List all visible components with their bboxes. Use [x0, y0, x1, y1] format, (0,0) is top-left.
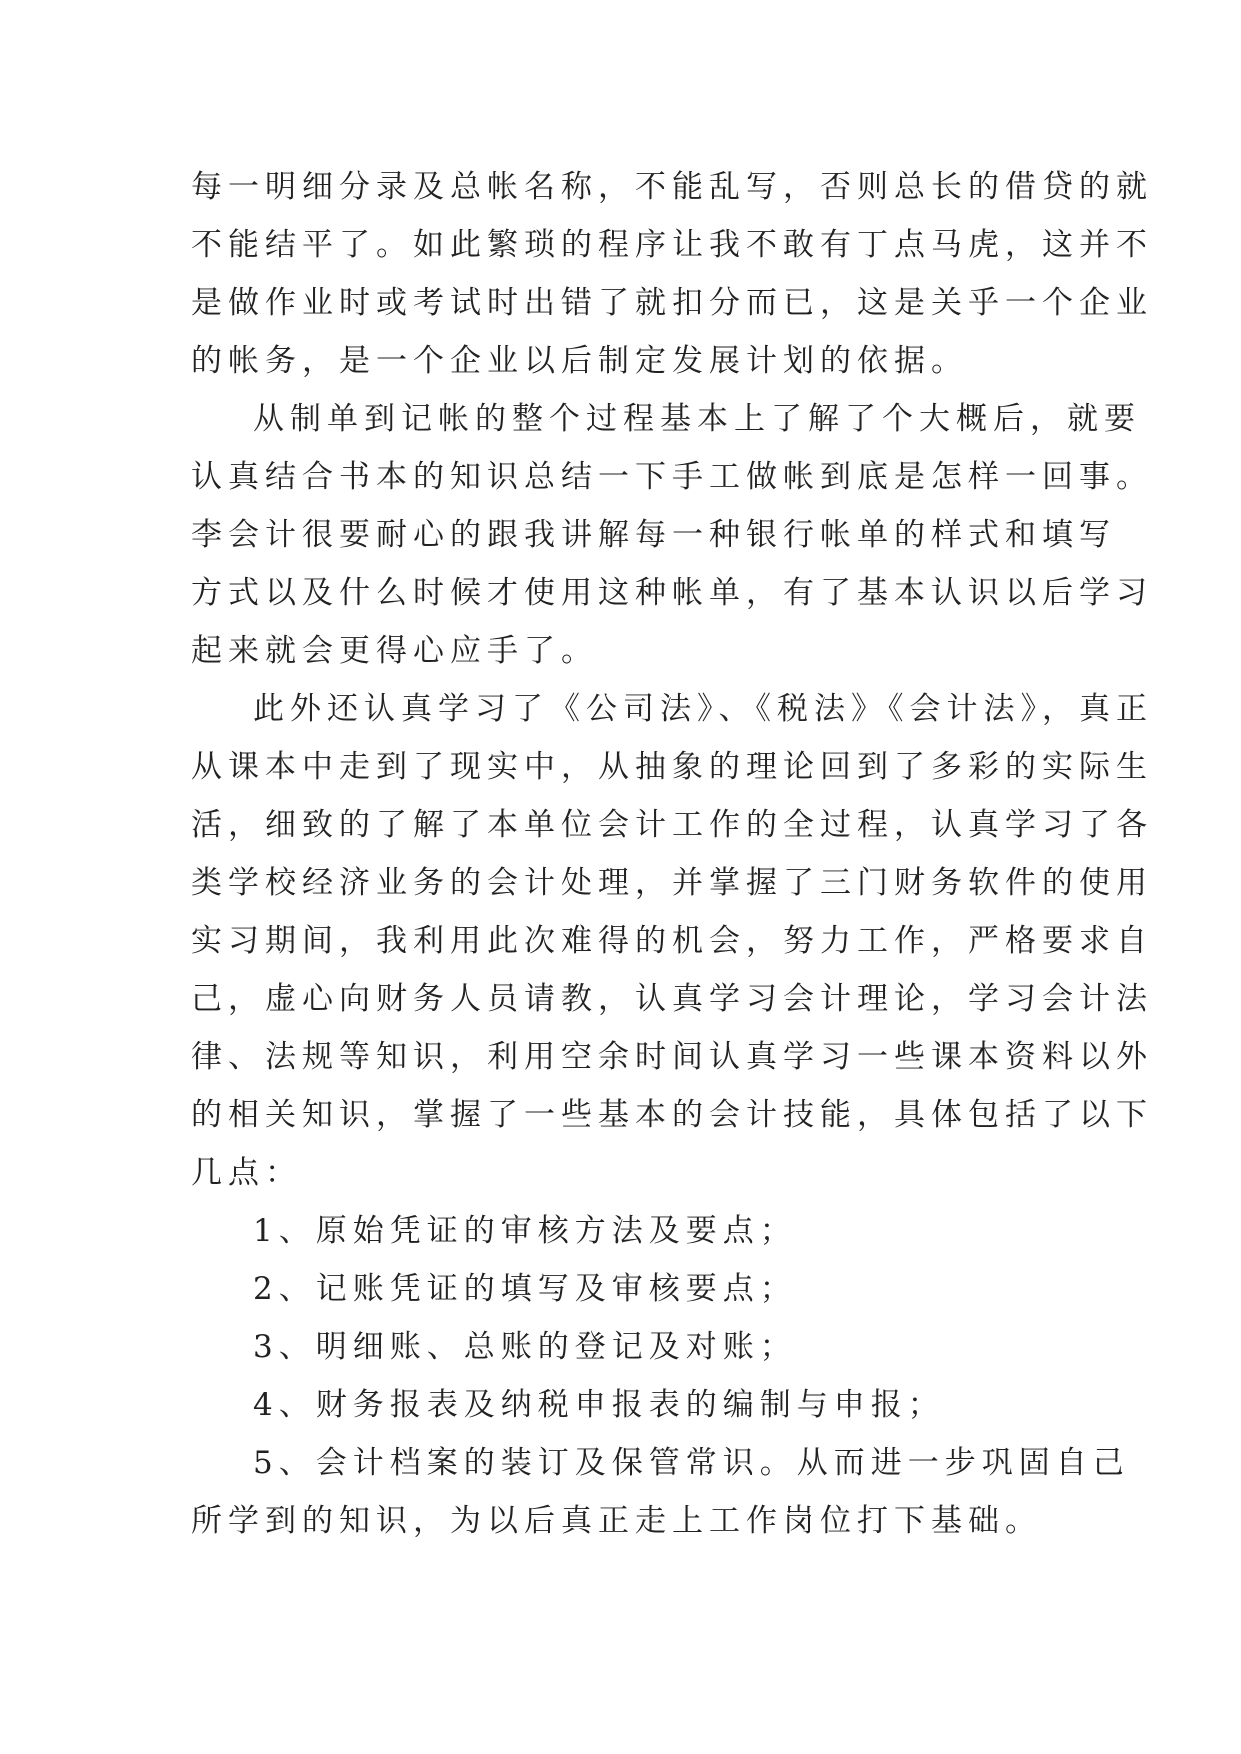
paragraph-start-line: 从制单到记帐的整个过程基本上了解了个大概后，就要: [253, 401, 1141, 437]
text-line: 认真结合书本的知识总结一下手工做帐到底是怎样一回事。: [191, 459, 1153, 495]
text-line: 的帐务，是一个企业以后制定发展计划的依据。: [191, 343, 968, 379]
text-line: 己，虚心向财务人员请教，认真学习会计理论，学习会计法: [191, 981, 1153, 1017]
text-line: 律、法规等知识，利用空余时间认真学习一些课本资料以外: [191, 1039, 1153, 1075]
text-line: 实习期间，我利用此次难得的机会，努力工作，严格要求自: [191, 923, 1153, 959]
text-line: 类学校经济业务的会计处理，并掌握了三门财务软件的使用: [191, 865, 1153, 901]
text-line: 从课本中走到了现实中，从抽象的理论回到了多彩的实际生: [191, 749, 1153, 785]
list-item-5: 5、会计档案的装订及保管常识。从而进一步巩固自己: [253, 1445, 1130, 1481]
text-line: 所学到的知识，为以后真正走上工作岗位打下基础。: [191, 1503, 1042, 1539]
text-line: 方式以及什么时候才使用这种帐单，有了基本认识以后学习: [191, 575, 1153, 611]
text-line: 每一明细分录及总帐名称，不能乱写，否则总长的借贷的就: [191, 169, 1153, 205]
text-line: 不能结平了。如此繁琐的程序让我不敢有丁点马虎，这并不: [191, 227, 1153, 263]
text-line: 活，细致的了解了本单位会计工作的全过程，认真学习了各: [191, 807, 1153, 843]
list-item-2: 2、记账凭证的填写及审核要点；: [253, 1271, 797, 1307]
list-item-1: 1、原始凭证的审核方法及要点；: [253, 1213, 797, 1249]
document-body: [191, 158, 1153, 1550]
list-item-3: 3、明细账、总账的登记及对账；: [253, 1329, 797, 1365]
list-item-4: 4、财务报表及纳税申报表的编制与申报；: [253, 1387, 945, 1423]
text-line: 是做作业时或考试时出错了就扣分而已，这是关乎一个企业: [191, 285, 1153, 321]
text-line: 李会计很要耐心的跟我讲解每一种银行帐单的样式和填写: [191, 517, 1116, 553]
text-line: 的相关知识，掌握了一些基本的会计技能，具体包括了以下: [191, 1097, 1153, 1133]
paragraph-start-line: 此外还认真学习了《公司法》、《税法》《会计法》，真正: [253, 691, 1153, 727]
text-line: 几点：: [191, 1155, 302, 1191]
text-line: 起来就会更得心应手了。: [191, 633, 598, 669]
